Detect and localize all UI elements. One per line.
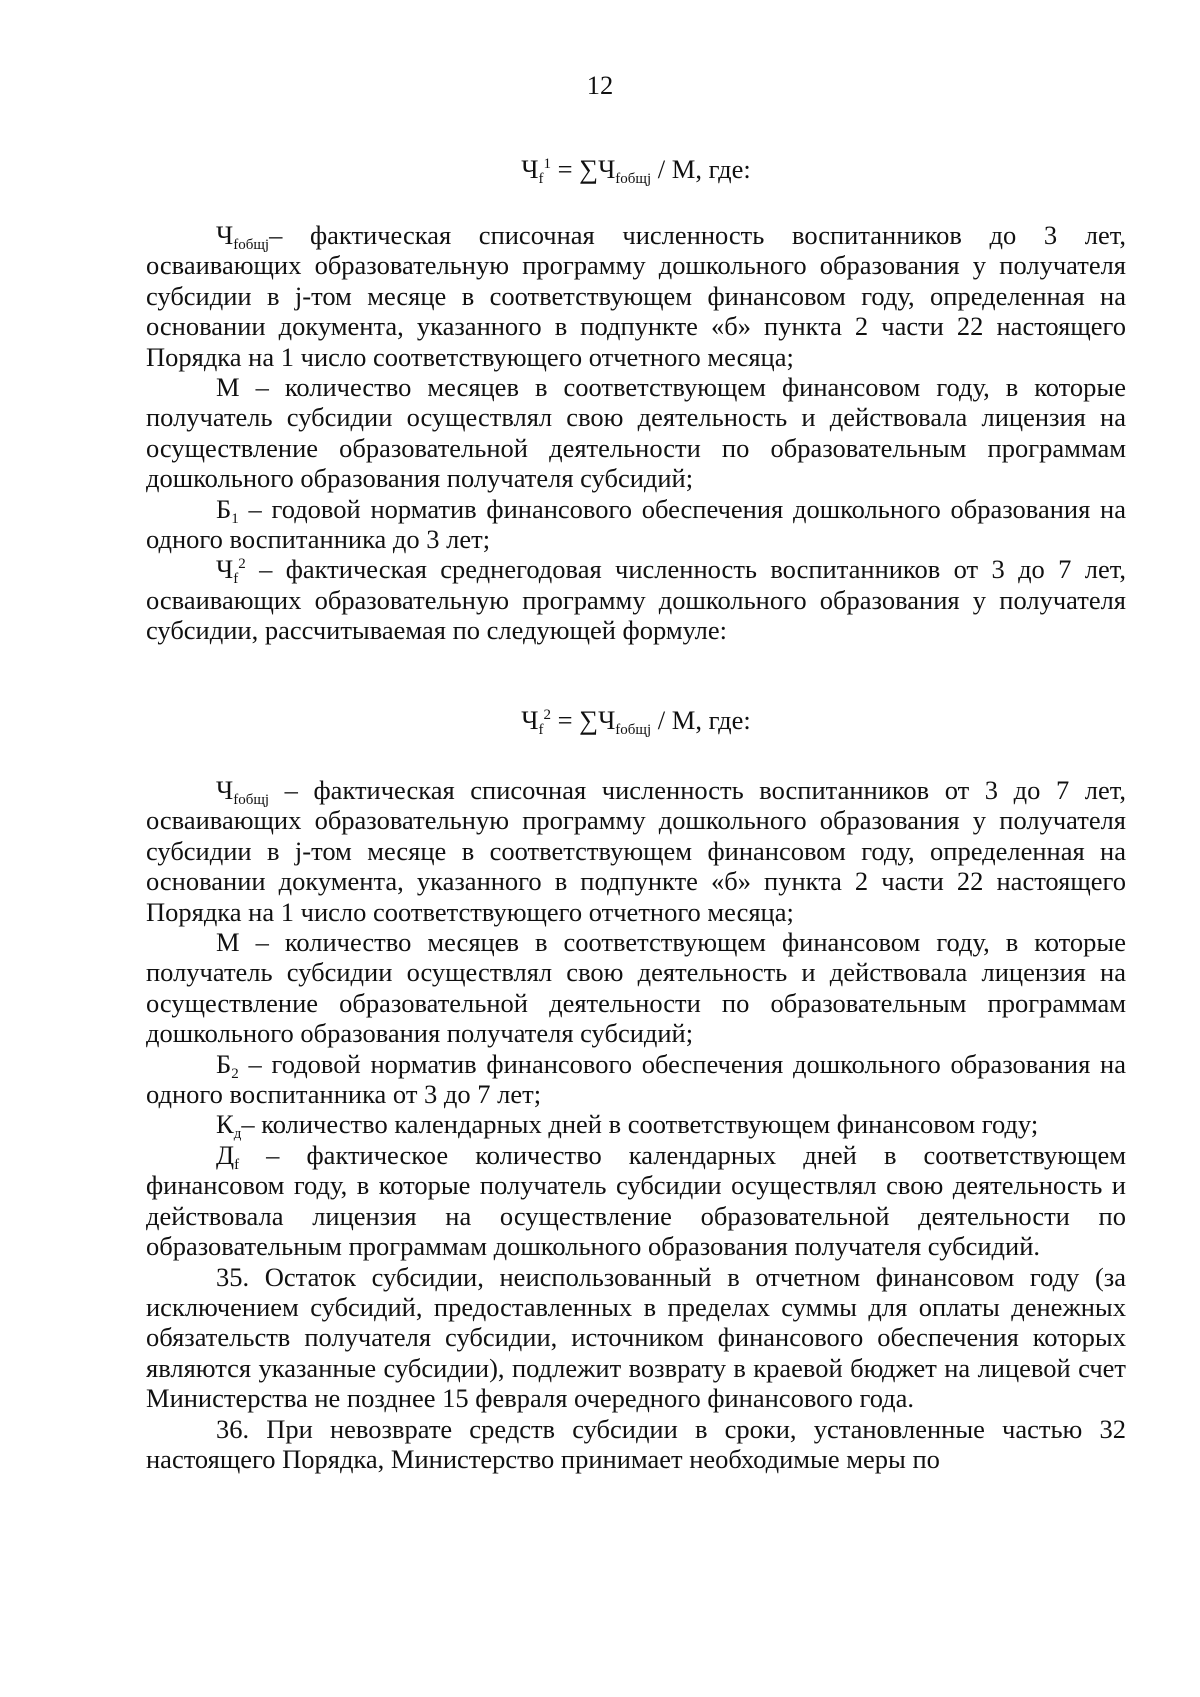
definition-paragraph <box>146 1109 1126 1143</box>
definition-text: – фактическая списочная численность воспитанников до 3 лет, осваивающих образовательную программу дошкольного образования у получателя субсидии в j-том месяце в соответствующем финансовом году, определенная на основании документа, указанного в подпункте «б» пункта 2 части 22 настоящего Порядка на 1 число соответствующего отчетного месяца; <box>146 220 1126 372</box>
symbol-subscript: f <box>233 571 239 588</box>
symbol: Б <box>216 1048 232 1079</box>
symbol: Ч <box>216 220 234 250</box>
formula-sum: = ∑Ч <box>550 705 616 735</box>
formula-tail: / М, где: <box>651 705 751 735</box>
definition-paragraph: М – количество месяцев в соответствующем финансовом году, в которые получатель субсидии осуществлял свою деятельность и действовала лицензия на осуществление образовательной деятельности по образовательным программам дошкольного образования получателя субсидий; <box>146 372 1126 494</box>
symbol-superscript: 2 <box>238 556 246 573</box>
formula-chf1 <box>146 154 1126 187</box>
formula-sum: = ∑Ч <box>550 154 616 184</box>
definition-text: – фактическое количество календарных дней в соответствующем финансовом году, в которые получатель субсидии осуществлял свою деятельность и действовала лицензия на осуществление образовательной деятельности по образовательным программам дошкольного образования получателя субсидий. <box>146 1139 1126 1262</box>
symbol-subscript: fобщj <box>233 792 270 808</box>
definitions-block-1 <box>146 220 1126 646</box>
definition-paragraph <box>146 775 1126 927</box>
symbol: Б <box>216 493 232 524</box>
definitions-block-2 <box>146 775 1126 1474</box>
formula-lhs-superscript: 2 <box>543 707 551 723</box>
formula-lhs-subscript: f <box>538 171 544 187</box>
formula-rhs-subscript: fобщj <box>615 171 652 187</box>
formula-lhs-symbol: Ч <box>521 705 539 735</box>
section-35-paragraph: 35. Остаток субсидии, неиспользованный в отчетном финансовом году (за исключением субсидий, предоставленных в пределах суммы для оплаты денежных обязательств получателя субсидии, источником финансового обеспечения которых являются указанные субсидии), подлежит возврату в краевой бюджет на лицевой счет Министерства не позднее 15 февраля очередного финансового года. <box>146 1261 1126 1414</box>
formula-tail: / М, где: <box>651 154 751 184</box>
formula-lhs-symbol: Ч <box>521 154 539 184</box>
symbol-subscript: f <box>234 1156 240 1173</box>
definition-paragraph: М – количество месяцев в соответствующем финансовом году, в которые получатель субсидии осуществлял свою деятельность и действовала лицензия на осуществление образовательной деятельности по образовательным программам дошкольного образования получателя субсидий; <box>146 927 1126 1049</box>
formula-rhs-subscript: fобщj <box>615 722 652 738</box>
definition-text: – фактическая списочная численность воспитанников от 3 до 7 лет, осваивающих образовательную программу дошкольного образования у получателя субсидии в j-том месяце в соответствующем финансовом году, определенная на основании документа, указанного в подпункте «б» пункта 2 части 22 настоящего Порядка на 1 число соответствующего отчетного месяца; <box>146 775 1126 927</box>
symbol: К <box>216 1109 234 1140</box>
definition-text: – годовой норматив финансового обеспечения дошкольного образования на одного воспитанника до 3 лет; <box>146 493 1126 555</box>
symbol-subscript: д <box>233 1126 242 1143</box>
formula-chf2 <box>146 705 1126 738</box>
symbol-subscript: 2 <box>231 1065 239 1082</box>
definition-paragraph <box>146 1140 1126 1262</box>
formula-lhs-superscript: 1 <box>543 156 551 172</box>
symbol-subscript: 1 <box>231 510 239 527</box>
symbol: Ч <box>216 554 234 585</box>
definition-paragraph <box>146 494 1126 555</box>
section-36-paragraph: 36. При невозврате средств субсидии в сроки, установленные частью 32 настоящего Порядка, Министерство принимает необходимые меры по <box>146 1413 1126 1474</box>
page-number: 12 <box>586 70 614 100</box>
definition-text: – количество календарных дней в соответствующем финансовом году; <box>241 1109 1039 1140</box>
definition-paragraph <box>146 220 1126 372</box>
definition-paragraph <box>146 554 1126 645</box>
symbol: Ч <box>216 775 234 805</box>
formula-lhs-subscript: f <box>538 722 544 738</box>
definition-text: – фактическая среднегодовая численность воспитанников от 3 до 7 лет, осваивающих образовательную программу дошкольного образования у получателя субсидии, рассчитываемая по следующей формуле: <box>146 554 1126 646</box>
symbol-subscript: fобщj <box>233 237 270 253</box>
symbol: Д <box>216 1139 235 1170</box>
definition-paragraph <box>146 1049 1126 1110</box>
definition-text: – годовой норматив финансового обеспечения дошкольного образования на одного воспитанника от 3 до 7 лет; <box>146 1048 1126 1110</box>
